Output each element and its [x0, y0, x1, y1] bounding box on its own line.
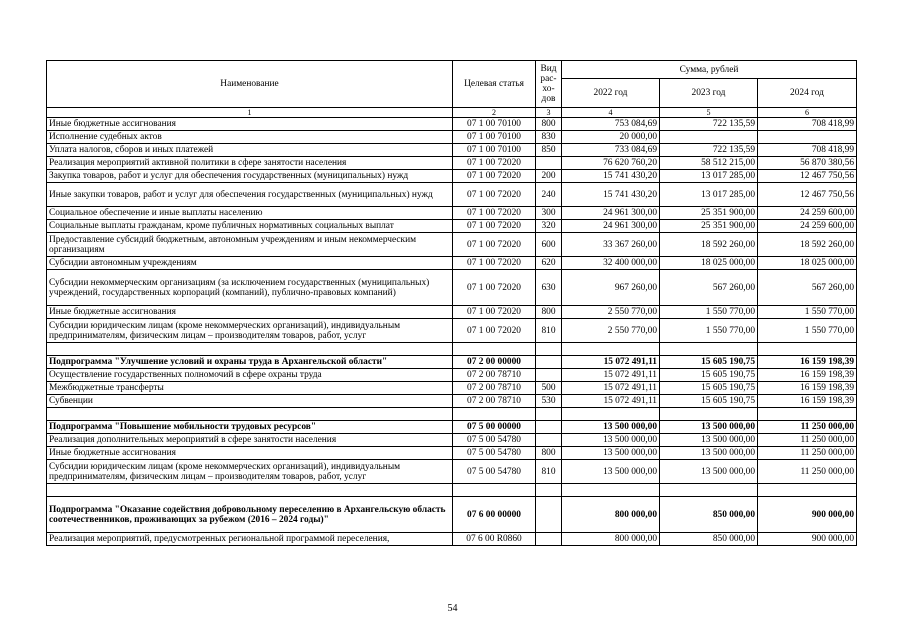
row-name: Осуществление государственных полномочий в сфере охраны труда	[47, 369, 453, 382]
row-expense-type: 530	[536, 395, 562, 408]
row-target-article: 07 5 00 54780	[453, 447, 536, 460]
table-row	[47, 257, 857, 270]
row-sum-2022: 15 072 491,11	[562, 356, 660, 369]
row-name: Социальные выплаты гражданам, кроме публичных нормативных социальных выплат	[47, 220, 453, 233]
row-sum-2022: 2 550 770,00	[562, 306, 660, 319]
row-target-article: 07 5 00 54780	[453, 434, 536, 447]
row-expense-type	[536, 434, 562, 447]
row-target-article	[453, 343, 536, 356]
table-row	[47, 220, 857, 233]
row-target-article: 07 1 00 70100	[453, 144, 536, 157]
row-sum-2023: 15 605 190,75	[660, 382, 758, 395]
page-number: 54	[447, 603, 458, 614]
row-expense-type: 830	[536, 131, 562, 144]
row-target-article: 07 1 00 70100	[453, 118, 536, 131]
row-expense-type	[536, 497, 562, 533]
row-sum-2024: 900 000,00	[758, 533, 857, 546]
row-sum-2022: 33 367 260,00	[562, 233, 660, 257]
table-body	[47, 118, 857, 546]
table-row	[47, 207, 857, 220]
table-row	[47, 484, 857, 497]
row-sum-2023: 15 605 190,75	[660, 369, 758, 382]
table-row	[47, 460, 857, 484]
row-target-article: 07 1 00 70100	[453, 131, 536, 144]
row-sum-2023: 18 025 000,00	[660, 257, 758, 270]
row-name: Предоставление субсидий бюджетным, автономным учреждениям и иным некоммерческим организациям	[47, 233, 453, 257]
row-target-article: 07 1 00 72020	[453, 257, 536, 270]
row-name: Социальное обеспечение и иные выплаты населению	[47, 207, 453, 220]
row-sum-2023: 25 351 900,00	[660, 220, 758, 233]
row-name: Субсидии автономным учреждениям	[47, 257, 453, 270]
row-sum-2022: 15 741 430,20	[562, 170, 660, 183]
row-sum-2024: 1 550 770,00	[758, 319, 857, 343]
row-sum-2024: 900 000,00	[758, 497, 857, 533]
row-sum-2022: 15 741 430,20	[562, 183, 660, 207]
row-sum-2022: 13 500 000,00	[562, 434, 660, 447]
table-header	[47, 61, 857, 118]
row-expense-type: 320	[536, 220, 562, 233]
row-name	[47, 484, 453, 497]
row-sum-2024: 16 159 198,39	[758, 395, 857, 408]
row-sum-2024: 24 259 600,00	[758, 207, 857, 220]
row-sum-2022: 13 500 000,00	[562, 460, 660, 484]
row-name: Субсидии некоммерческим организациям (за исключением государственных (муниципальных) учреждений, государственных корпораций (компаний), публично-правовых компаний)	[47, 270, 453, 306]
column-number-row	[47, 108, 857, 118]
row-sum-2024: 16 159 198,39	[758, 356, 857, 369]
row-sum-2023	[660, 408, 758, 421]
row-sum-2022	[562, 343, 660, 356]
row-target-article: 07 2 00 00000	[453, 356, 536, 369]
row-sum-2024: 11 250 000,00	[758, 421, 857, 434]
row-name: Подпрограмма "Повышение мобильности трудовых ресурсов"	[47, 421, 453, 434]
table-row	[47, 533, 857, 546]
row-sum-2022: 24 961 300,00	[562, 207, 660, 220]
column-number: 1	[47, 108, 453, 118]
row-sum-2024: 18 025 000,00	[758, 257, 857, 270]
table-row	[47, 118, 857, 131]
row-sum-2022: 13 500 000,00	[562, 447, 660, 460]
row-sum-2024: 24 259 600,00	[758, 220, 857, 233]
row-sum-2024	[758, 131, 857, 144]
row-sum-2023: 18 592 260,00	[660, 233, 758, 257]
row-name: Иные бюджетные ассигнования	[47, 118, 453, 131]
row-expense-type: 810	[536, 319, 562, 343]
table-row	[47, 157, 857, 170]
row-expense-type: 800	[536, 118, 562, 131]
row-sum-2023: 13 500 000,00	[660, 434, 758, 447]
row-name: Закупка товаров, работ и услуг для обеспечения государственных (муниципальных) нужд	[47, 170, 453, 183]
row-name: Субсидии юридическим лицам (кроме некоммерческих организаций), индивидуальным предпринимателям, физическим лицам – производителям товаров, работ, услуг	[47, 460, 453, 484]
row-expense-type: 630	[536, 270, 562, 306]
row-sum-2023: 15 605 190,75	[660, 356, 758, 369]
column-number: 3	[536, 108, 562, 118]
header-expense-type: Вид рас-хо-дов	[536, 61, 562, 108]
row-sum-2022: 32 400 000,00	[562, 257, 660, 270]
row-target-article: 07 1 00 72020	[453, 270, 536, 306]
row-sum-2023: 1 550 770,00	[660, 319, 758, 343]
table-row	[47, 233, 857, 257]
row-expense-type	[536, 157, 562, 170]
row-expense-type: 810	[536, 460, 562, 484]
row-sum-2023	[660, 131, 758, 144]
row-target-article: 07 2 00 78710	[453, 369, 536, 382]
row-name	[47, 343, 453, 356]
row-sum-2023: 13 500 000,00	[660, 460, 758, 484]
row-sum-2024: 708 418,99	[758, 144, 857, 157]
row-sum-2022: 15 072 491,11	[562, 382, 660, 395]
row-sum-2022: 800 000,00	[562, 497, 660, 533]
row-target-article: 07 1 00 72020	[453, 220, 536, 233]
row-sum-2024: 56 870 380,56	[758, 157, 857, 170]
row-sum-2024: 18 592 260,00	[758, 233, 857, 257]
table-row	[47, 356, 857, 369]
row-expense-type: 800	[536, 306, 562, 319]
row-name: Субвенции	[47, 395, 453, 408]
row-sum-2023: 1 550 770,00	[660, 306, 758, 319]
row-target-article: 07 1 00 72020	[453, 306, 536, 319]
table-row	[47, 183, 857, 207]
row-sum-2024: 708 418,99	[758, 118, 857, 131]
row-target-article: 07 1 00 72020	[453, 183, 536, 207]
header-sum: Сумма, рублей	[562, 61, 857, 79]
table-row	[47, 131, 857, 144]
row-sum-2022: 76 620 760,20	[562, 157, 660, 170]
table-row	[47, 144, 857, 157]
budget-table	[46, 60, 857, 546]
row-target-article: 07 1 00 72020	[453, 157, 536, 170]
row-expense-type	[536, 343, 562, 356]
row-sum-2022	[562, 484, 660, 497]
table-row	[47, 434, 857, 447]
row-sum-2023: 15 605 190,75	[660, 395, 758, 408]
header-year-2024: 2024 год	[758, 79, 857, 108]
table-row	[47, 270, 857, 306]
row-name: Исполнение судебных актов	[47, 131, 453, 144]
table-row	[47, 395, 857, 408]
row-target-article: 07 2 00 78710	[453, 395, 536, 408]
row-sum-2024: 11 250 000,00	[758, 460, 857, 484]
row-name	[47, 408, 453, 421]
row-sum-2023	[660, 343, 758, 356]
row-sum-2024	[758, 343, 857, 356]
table-row	[47, 306, 857, 319]
row-sum-2022: 753 084,69	[562, 118, 660, 131]
row-target-article: 07 1 00 72020	[453, 207, 536, 220]
row-expense-type: 620	[536, 257, 562, 270]
row-sum-2022: 20 000,00	[562, 131, 660, 144]
header-name: Наименование	[47, 61, 453, 108]
row-sum-2024: 11 250 000,00	[758, 447, 857, 460]
row-target-article: 07 1 00 72020	[453, 319, 536, 343]
row-expense-type: 600	[536, 233, 562, 257]
row-expense-type: 800	[536, 447, 562, 460]
row-sum-2023: 722 135,59	[660, 144, 758, 157]
row-sum-2022: 2 550 770,00	[562, 319, 660, 343]
table-row	[47, 343, 857, 356]
row-sum-2024: 567 260,00	[758, 270, 857, 306]
row-target-article	[453, 484, 536, 497]
row-sum-2023: 13 500 000,00	[660, 421, 758, 434]
row-sum-2023: 850 000,00	[660, 533, 758, 546]
row-name: Подпрограмма "Оказание содействия добровольному переселению в Архангельскую область соотечественников, проживающих за рубежом (2016 – 2024 годы)"	[47, 497, 453, 533]
row-expense-type: 500	[536, 382, 562, 395]
row-sum-2024: 16 159 198,39	[758, 382, 857, 395]
row-name: Реализация мероприятий, предусмотренных региональной программой переселения,	[47, 533, 453, 546]
row-sum-2023: 567 260,00	[660, 270, 758, 306]
row-sum-2022: 24 961 300,00	[562, 220, 660, 233]
column-number: 6	[758, 108, 857, 118]
table-row	[47, 319, 857, 343]
table-row	[47, 170, 857, 183]
row-target-article	[453, 408, 536, 421]
row-target-article: 07 5 00 00000	[453, 421, 536, 434]
header-year-2022: 2022 год	[562, 79, 660, 108]
row-expense-type: 300	[536, 207, 562, 220]
row-sum-2023: 58 512 215,00	[660, 157, 758, 170]
table-row	[47, 382, 857, 395]
header-target-article: Целевая статья	[453, 61, 536, 108]
row-sum-2024: 11 250 000,00	[758, 434, 857, 447]
row-name: Субсидии юридическим лицам (кроме некоммерческих организаций), индивидуальным предпринимателям, физическим лицам – производителям товаров, работ, услуг	[47, 319, 453, 343]
row-name: Уплата налогов, сборов и иных платежей	[47, 144, 453, 157]
row-sum-2022: 967 260,00	[562, 270, 660, 306]
row-expense-type	[536, 369, 562, 382]
column-number: 2	[453, 108, 536, 118]
row-expense-type: 200	[536, 170, 562, 183]
row-name: Реализация мероприятий активной политики в сфере занятости населения	[47, 157, 453, 170]
table-row	[47, 408, 857, 421]
table-row	[47, 447, 857, 460]
row-sum-2022	[562, 408, 660, 421]
row-expense-type: 240	[536, 183, 562, 207]
row-sum-2023	[660, 484, 758, 497]
row-target-article: 07 5 00 54780	[453, 460, 536, 484]
row-sum-2023: 13 500 000,00	[660, 447, 758, 460]
row-sum-2024: 1 550 770,00	[758, 306, 857, 319]
row-name: Иные закупки товаров, работ и услуг для обеспечения государственных (муниципальных) нужд	[47, 183, 453, 207]
row-target-article: 07 6 00 R0860	[453, 533, 536, 546]
row-sum-2023: 13 017 285,00	[660, 183, 758, 207]
row-name: Иные бюджетные ассигнования	[47, 306, 453, 319]
row-sum-2022: 15 072 491,11	[562, 369, 660, 382]
row-sum-2023: 722 135,59	[660, 118, 758, 131]
row-sum-2022: 733 084,69	[562, 144, 660, 157]
row-sum-2024: 12 467 750,56	[758, 170, 857, 183]
row-target-article: 07 1 00 72020	[453, 170, 536, 183]
header-year-2023: 2023 год	[660, 79, 758, 108]
row-expense-type: 850	[536, 144, 562, 157]
row-target-article: 07 1 00 72020	[453, 233, 536, 257]
row-sum-2023: 850 000,00	[660, 497, 758, 533]
row-sum-2024	[758, 408, 857, 421]
table-row	[47, 369, 857, 382]
row-expense-type	[536, 533, 562, 546]
row-name: Межбюджетные трансферты	[47, 382, 453, 395]
row-target-article: 07 2 00 78710	[453, 382, 536, 395]
row-expense-type	[536, 421, 562, 434]
row-expense-type	[536, 356, 562, 369]
row-expense-type	[536, 484, 562, 497]
row-sum-2022: 15 072 491,11	[562, 395, 660, 408]
row-sum-2022: 13 500 000,00	[562, 421, 660, 434]
row-sum-2024: 16 159 198,39	[758, 369, 857, 382]
row-name: Иные бюджетные ассигнования	[47, 447, 453, 460]
column-number: 5	[660, 108, 758, 118]
row-sum-2023: 25 351 900,00	[660, 207, 758, 220]
row-expense-type	[536, 408, 562, 421]
row-name: Реализация дополнительных мероприятий в сфере занятости населения	[47, 434, 453, 447]
row-sum-2022: 800 000,00	[562, 533, 660, 546]
row-name: Подпрограмма "Улучшение условий и охраны труда в Архангельской области"	[47, 356, 453, 369]
row-sum-2024: 12 467 750,56	[758, 183, 857, 207]
table-row	[47, 497, 857, 533]
row-sum-2023: 13 017 285,00	[660, 170, 758, 183]
table-row	[47, 421, 857, 434]
row-sum-2024	[758, 484, 857, 497]
column-number: 4	[562, 108, 660, 118]
row-target-article: 07 6 00 00000	[453, 497, 536, 533]
